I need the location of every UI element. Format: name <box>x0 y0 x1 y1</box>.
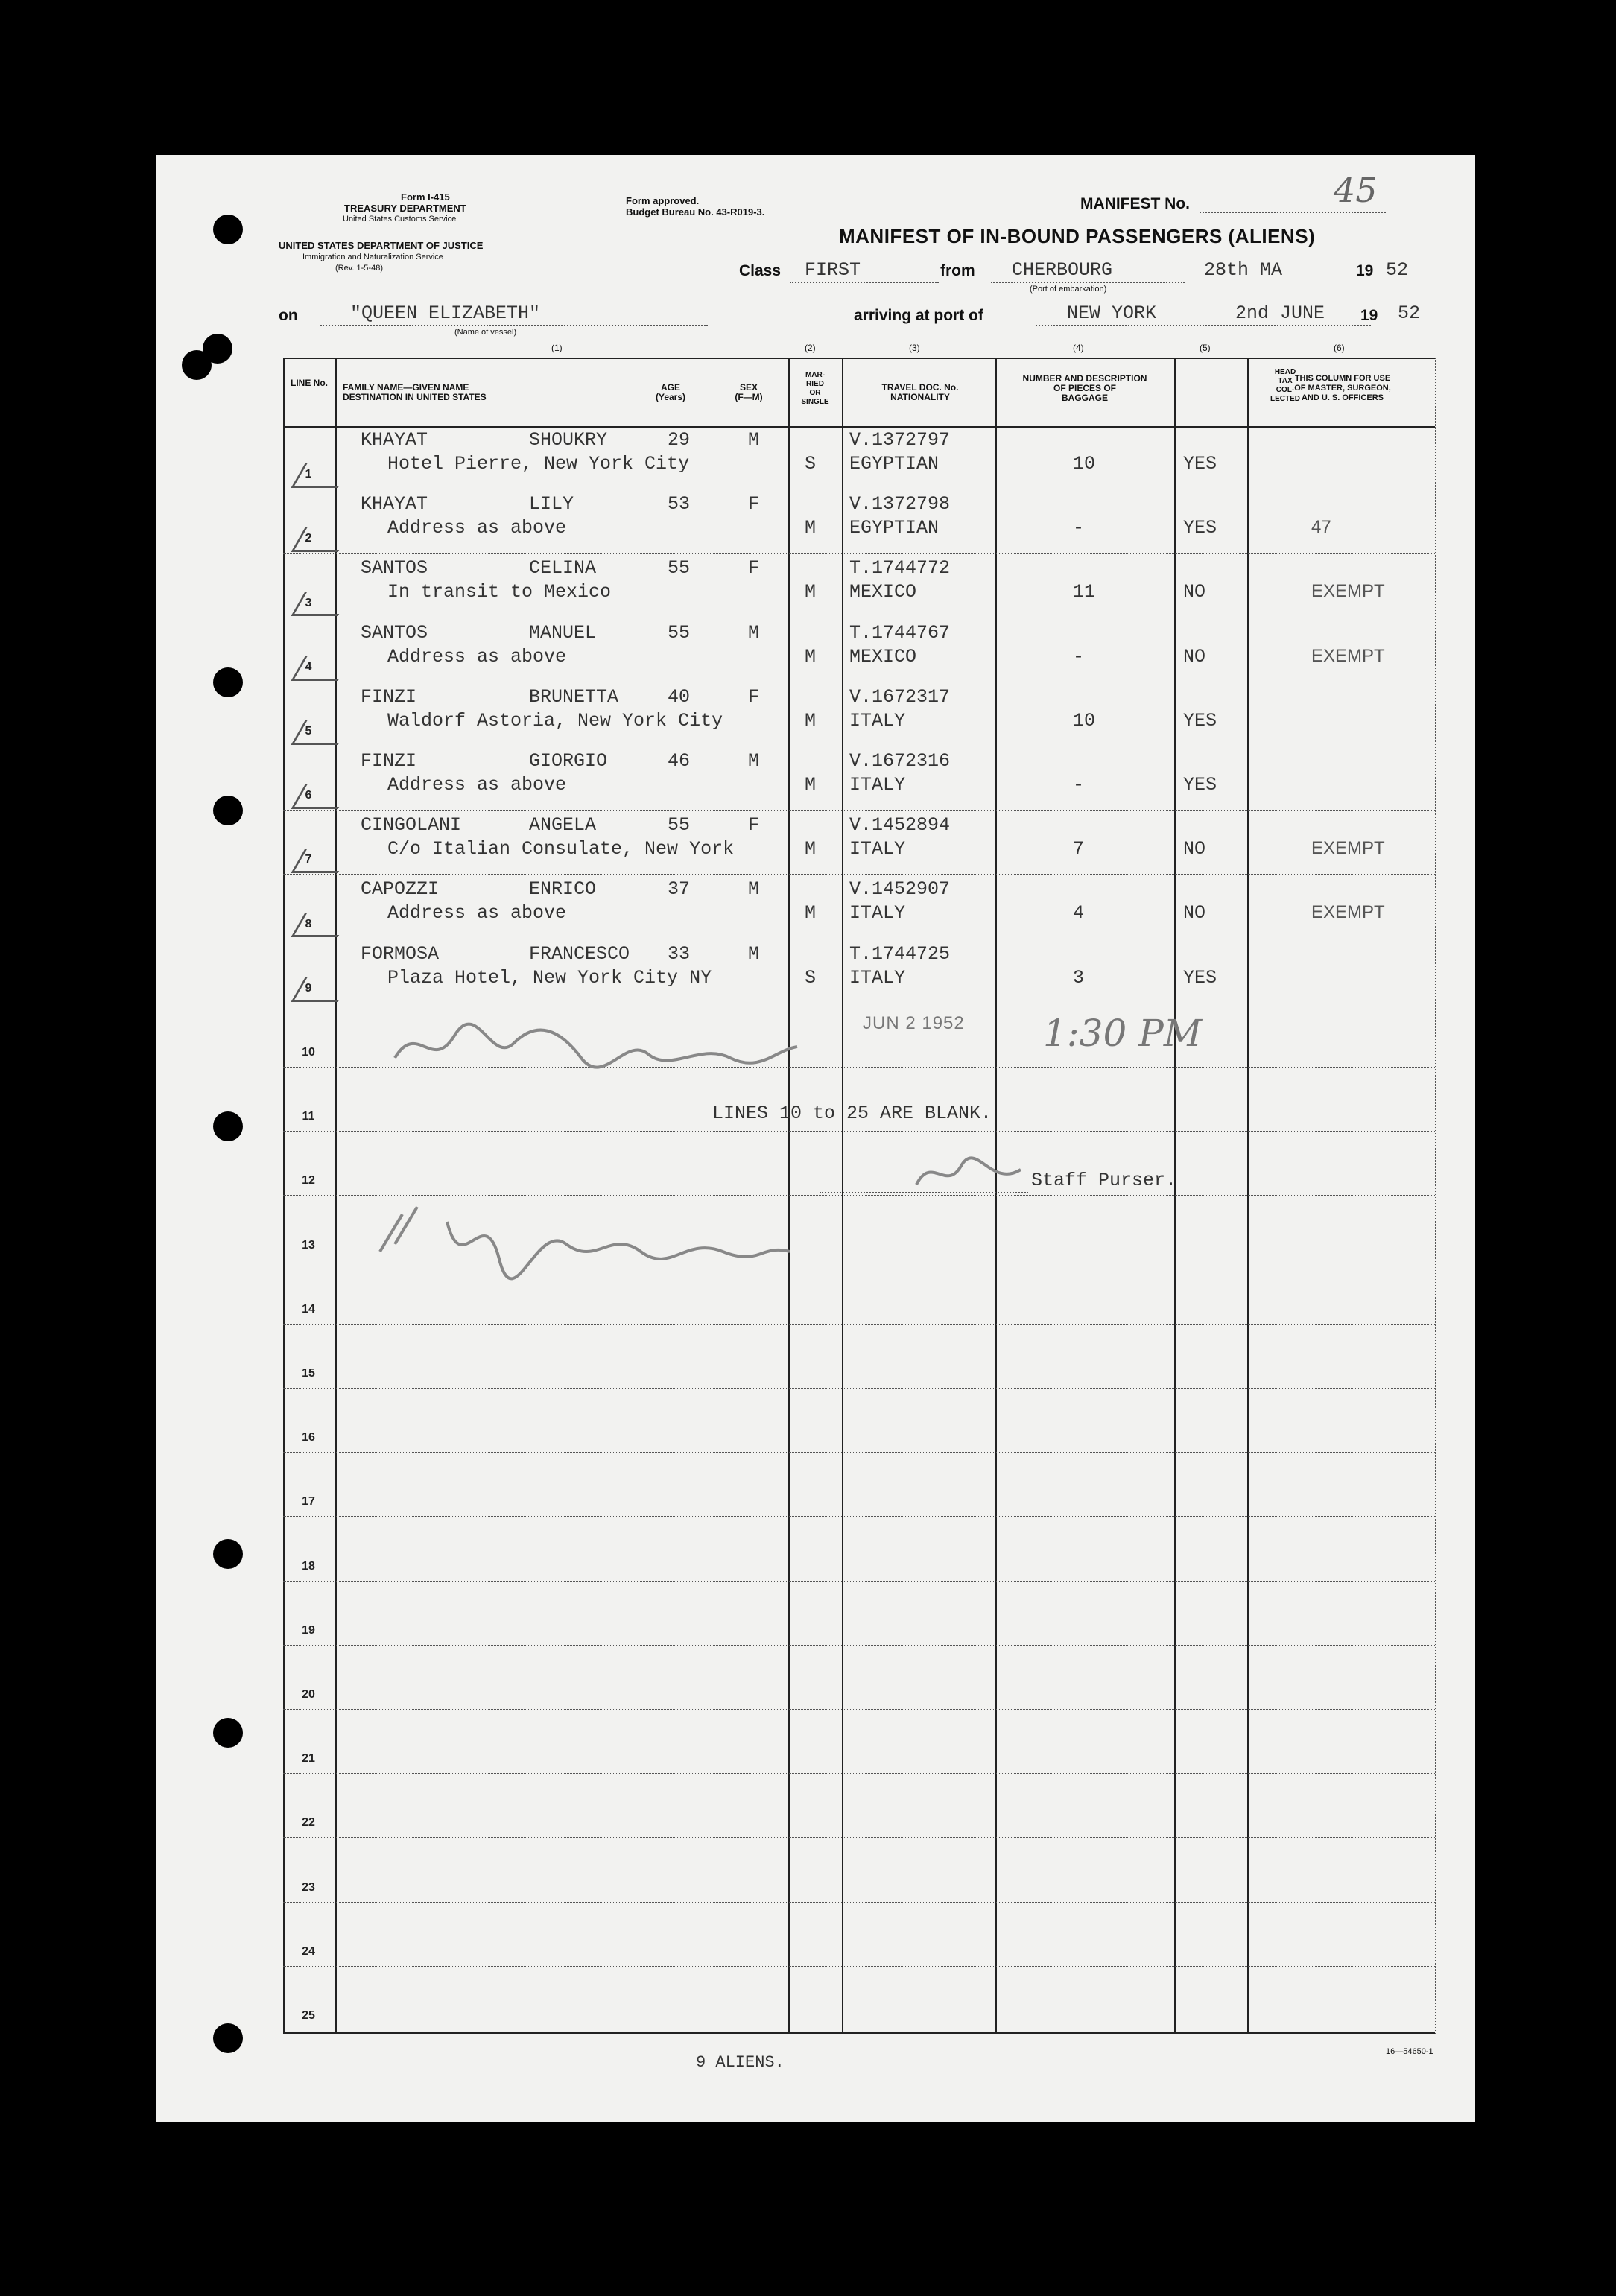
cell-given: GIORGIO <box>529 750 608 772</box>
table-border-right <box>1435 358 1436 2034</box>
cell-given: ENRICO <box>529 878 597 901</box>
cell-baggage: - <box>1073 774 1085 796</box>
col-num-6: (6) <box>1334 343 1345 353</box>
cell-marital: M <box>805 581 817 603</box>
vessel-label: (Name of vessel) <box>454 328 517 337</box>
cell-baggage: 7 <box>1073 838 1085 860</box>
cell-age: 55 <box>668 814 691 837</box>
line-number: 15 <box>302 1367 315 1380</box>
cell-dest: C/o Italian Consulate, New York <box>387 838 735 860</box>
line-number: 18 <box>302 1559 315 1573</box>
cell-doc: T.1744767 <box>849 621 951 644</box>
cell-tax: YES <box>1183 453 1217 475</box>
cell-family: FORMOSA <box>361 942 440 965</box>
cell-baggage: 11 <box>1073 581 1096 603</box>
row-divider <box>283 1581 1435 1582</box>
date-stamp: JUN 2 1952 <box>863 1013 965 1033</box>
cell-given: ANGELA <box>529 814 597 837</box>
class-label: Class <box>739 262 782 279</box>
row-divider <box>283 1388 1435 1389</box>
depart-year: 52 <box>1386 259 1409 281</box>
line-number: 19 <box>302 1623 315 1637</box>
cell-tax: YES <box>1183 517 1217 539</box>
line-number: 21 <box>302 1752 315 1766</box>
cell-sex: M <box>748 429 760 451</box>
cell-nationality: ITALY <box>849 966 906 989</box>
cell-sex: F <box>748 493 760 516</box>
cell-dest: In transit to Mexico <box>387 581 612 603</box>
punch-hole <box>213 2023 243 2053</box>
cell-family: KHAYAT <box>361 493 428 516</box>
cell-sex: M <box>748 878 760 901</box>
check-mark <box>291 977 352 1002</box>
cell-baggage: 10 <box>1073 709 1096 732</box>
manifest-title: MANIFEST OF IN-BOUND PASSENGERS (ALIENS) <box>839 225 1316 247</box>
col-head-married: MAR- RIED OR SINGLE <box>801 371 829 406</box>
col-num-3: (3) <box>909 343 920 353</box>
purser-label: Staff Purser. <box>1031 1170 1177 1191</box>
cell-baggage: - <box>1073 645 1085 667</box>
line-number: 23 <box>302 1880 315 1894</box>
cell-doc: V.1452907 <box>849 878 951 901</box>
cell-given: SHOUKRY <box>529 429 608 451</box>
arrival-port: NEW YORK <box>1067 302 1157 324</box>
cell-family: KHAYAT <box>361 429 428 451</box>
punch-hole <box>213 2166 243 2196</box>
cell-baggage: 4 <box>1073 902 1085 925</box>
line-number: 10 <box>302 1046 315 1059</box>
arrival-line <box>1036 325 1371 326</box>
punch-hole <box>213 1111 243 1141</box>
col-head-line-no: LINE No. <box>291 378 328 388</box>
check-mark <box>291 527 352 552</box>
officer-scribble <box>373 1192 805 1296</box>
cell-age: 46 <box>668 750 691 772</box>
line-number: 14 <box>302 1302 315 1316</box>
class-line <box>790 282 939 283</box>
cell-nationality: EGYPTIAN <box>849 453 940 475</box>
row-divider <box>283 1902 1435 1903</box>
purser-signature <box>909 1147 1028 1209</box>
cell-sex: M <box>748 750 760 772</box>
cell-marital: M <box>805 902 817 925</box>
col-num-1: (1) <box>551 343 563 353</box>
line-number: 12 <box>302 1174 315 1187</box>
from-line <box>991 282 1185 283</box>
line-number: 17 <box>302 1495 315 1509</box>
row-divider <box>283 1709 1435 1710</box>
punch-hole <box>213 667 243 697</box>
cell-baggage: 3 <box>1073 966 1085 989</box>
cell-marital: M <box>805 709 817 732</box>
depart-year-prefix: 19 <box>1356 262 1374 279</box>
manifest-no-line <box>1200 212 1386 213</box>
line-number: 16 <box>302 1431 315 1444</box>
col-num-4: (4) <box>1073 343 1084 353</box>
line-number: 24 <box>302 1944 315 1958</box>
cell-given: BRUNETTA <box>529 685 619 708</box>
cell-doc: T.1744725 <box>849 942 951 965</box>
cell-marital: S <box>805 453 817 475</box>
line-number: 6 <box>305 789 312 802</box>
cell-doc: V.1372797 <box>849 429 951 451</box>
row-divider <box>283 1773 1435 1774</box>
cell-doc: V.1372798 <box>849 493 951 516</box>
row-divider <box>283 1837 1435 1838</box>
cell-dest: Waldorf Astoria, New York City <box>387 709 723 732</box>
header-bottom-border <box>283 426 1435 428</box>
cell-age: 29 <box>668 429 691 451</box>
cell-family: CINGOLANI <box>361 814 462 837</box>
cell-dest: Hotel Pierre, New York City <box>387 453 690 475</box>
vessel-name: "QUEEN ELIZABETH" <box>350 302 541 324</box>
blank-lines-note: LINES 10 to 25 ARE BLANK. <box>712 1103 992 1124</box>
cell-dest: Address as above <box>387 774 567 796</box>
form-id: Form I-415 <box>401 191 450 203</box>
cell-officer: EXEMPT <box>1311 838 1385 859</box>
check-mark <box>291 913 352 937</box>
cell-marital: M <box>805 838 817 860</box>
row-divider <box>283 1452 1435 1453</box>
cell-nationality: ITALY <box>849 838 906 860</box>
row-divider <box>283 1516 1435 1517</box>
line-number: 20 <box>302 1688 315 1701</box>
row-divider <box>283 1966 1435 1967</box>
cell-dest: Address as above <box>387 902 567 925</box>
customs-label: United States Customs Service <box>343 215 457 223</box>
cell-family: CAPOZZI <box>361 878 440 901</box>
col-head-travel: TRAVEL DOC. No. NATIONALITY <box>881 382 959 402</box>
cell-age: 55 <box>668 557 691 580</box>
punch-hole <box>213 1539 243 1569</box>
table-top-border <box>283 358 1435 359</box>
line-number: 22 <box>302 1816 315 1830</box>
cell-nationality: ITALY <box>849 774 906 796</box>
cell-baggage: - <box>1073 517 1085 539</box>
punch-hole <box>213 215 243 244</box>
cell-dest: Plaza Hotel, New York City NY <box>387 966 712 989</box>
line-number: 25 <box>302 2009 315 2022</box>
check-mark <box>291 592 352 616</box>
row-divider <box>283 1324 1435 1325</box>
row-divider <box>283 810 1435 811</box>
cell-family: SANTOS <box>361 621 428 644</box>
row-divider <box>283 874 1435 875</box>
col-head-name: FAMILY NAME—GIVEN NAME DESTINATION IN UNITED STATES <box>343 382 487 402</box>
line-number: 5 <box>305 725 312 738</box>
cell-nationality: ITALY <box>849 902 906 925</box>
check-mark <box>291 656 352 681</box>
check-mark <box>291 849 352 873</box>
from-value: CHERBOURG <box>1012 259 1113 281</box>
cell-sex: F <box>748 685 760 708</box>
row-divider <box>283 553 1435 554</box>
cell-tax: YES <box>1183 709 1217 732</box>
line-number: 13 <box>302 1238 315 1252</box>
cell-sex: M <box>748 942 760 965</box>
cell-doc: T.1744772 <box>849 557 951 580</box>
aliens-count: 9 ALIENS. <box>696 2053 785 2072</box>
revision-label: (Rev. 1-5-48) <box>335 264 383 273</box>
cell-officer: 47 <box>1311 517 1331 538</box>
arrival-date: 2nd JUNE <box>1235 302 1325 324</box>
col-num-2: (2) <box>805 343 816 353</box>
cell-sex: F <box>748 814 760 837</box>
cell-given: FRANCESCO <box>529 942 630 965</box>
row-divider <box>283 1131 1435 1132</box>
cell-nationality: EGYPTIAN <box>849 517 940 539</box>
depart-date: 28th MA <box>1204 259 1283 281</box>
cell-officer: EXEMPT <box>1311 581 1385 602</box>
cell-nationality: MEXICO <box>849 581 917 603</box>
cell-nationality: MEXICO <box>849 645 917 667</box>
signature-scribble <box>387 1013 805 1080</box>
cell-marital: S <box>805 966 817 989</box>
treasury-label: TREASURY DEPARTMENT <box>344 203 466 214</box>
on-label: on <box>279 307 298 324</box>
table-bottom-border <box>283 2032 1435 2034</box>
line-number: 11 <box>302 1110 315 1123</box>
inspector-signature <box>387 1013 805 1091</box>
arrival-year-prefix: 19 <box>1360 307 1378 324</box>
col-num-5: (5) <box>1200 343 1211 353</box>
cell-baggage: 10 <box>1073 453 1096 475</box>
class-value: FIRST <box>805 259 861 281</box>
cell-officer: EXEMPT <box>1311 645 1385 666</box>
col-head-age: AGE (Years) <box>655 382 686 402</box>
col-head-tax: HEAD TAX COL- LECTED <box>1270 368 1300 403</box>
col-head-officers: THIS COLUMN FOR USE OF MASTER, SURGEON, AND U. S. OFFICERS <box>1294 374 1391 402</box>
time-note: 1:30 PM <box>1043 1012 1203 1055</box>
line-number: 8 <box>305 917 312 930</box>
manifest-no-label: MANIFEST No. <box>1080 195 1190 212</box>
footer-code: 16—54650-1 <box>1386 2047 1433 2056</box>
cell-family: FINZI <box>361 750 417 772</box>
cell-age: 53 <box>668 493 691 516</box>
cell-sex: M <box>748 621 760 644</box>
cell-marital: M <box>805 517 817 539</box>
cell-tax: YES <box>1183 966 1217 989</box>
check-mark <box>291 784 352 809</box>
cell-dest: Address as above <box>387 645 567 667</box>
check-mark <box>291 463 352 488</box>
cell-age: 37 <box>668 878 691 901</box>
cell-doc: V.1452894 <box>849 814 951 837</box>
cell-given: MANUEL <box>529 621 597 644</box>
cell-tax: NO <box>1183 581 1206 603</box>
cell-tax: NO <box>1183 902 1206 925</box>
ins-label: Immigration and Naturalization Service <box>302 253 443 261</box>
cell-given: LILY <box>529 493 574 516</box>
cell-tax: NO <box>1183 838 1206 860</box>
justice-label: UNITED STATES DEPARTMENT OF JUSTICE <box>279 240 484 251</box>
line-number: 2 <box>305 532 312 545</box>
line-number: 9 <box>305 981 312 995</box>
budget-label: Budget Bureau No. 43-R019-3. <box>626 206 765 218</box>
manifest-no-value: 45 <box>1334 170 1378 210</box>
cell-officer: EXEMPT <box>1311 902 1385 923</box>
punch-hole <box>213 1718 243 1748</box>
cell-tax: YES <box>1183 774 1217 796</box>
line-number: 1 <box>305 468 312 481</box>
from-label: from <box>940 262 975 279</box>
line-number: 7 <box>305 853 312 866</box>
cell-nationality: ITALY <box>849 709 906 732</box>
cell-marital: M <box>805 774 817 796</box>
arrival-year: 52 <box>1398 302 1421 324</box>
punch-hole <box>203 334 232 364</box>
cell-given: CELINA <box>529 557 597 580</box>
cell-doc: V.1672317 <box>849 685 951 708</box>
cell-marital: M <box>805 645 817 667</box>
cell-family: FINZI <box>361 685 417 708</box>
approved-label: Form approved. <box>626 195 700 206</box>
cell-doc: V.1672316 <box>849 750 951 772</box>
cell-family: SANTOS <box>361 557 428 580</box>
cell-age: 55 <box>668 621 691 644</box>
col-head-baggage: NUMBER AND DESCRIPTION OF PIECES OF BAGGAGE <box>1022 373 1147 403</box>
cell-age: 40 <box>668 685 691 708</box>
officer-signature <box>373 1192 805 1299</box>
port-label: (Port of embarkation) <box>1030 285 1107 294</box>
line-number: 3 <box>305 596 312 609</box>
arriving-label: arriving at port of <box>854 307 983 324</box>
cell-sex: F <box>748 557 760 580</box>
purser-scribble <box>909 1147 1028 1199</box>
vessel-line <box>320 325 708 326</box>
punch-hole <box>213 796 243 825</box>
row-divider <box>283 1645 1435 1646</box>
line-number: 4 <box>305 660 312 673</box>
check-mark <box>291 720 352 745</box>
cell-age: 33 <box>668 942 691 965</box>
cell-tax: NO <box>1183 645 1206 667</box>
cell-dest: Address as above <box>387 517 567 539</box>
col-head-sex: SEX (F—M) <box>735 382 763 402</box>
